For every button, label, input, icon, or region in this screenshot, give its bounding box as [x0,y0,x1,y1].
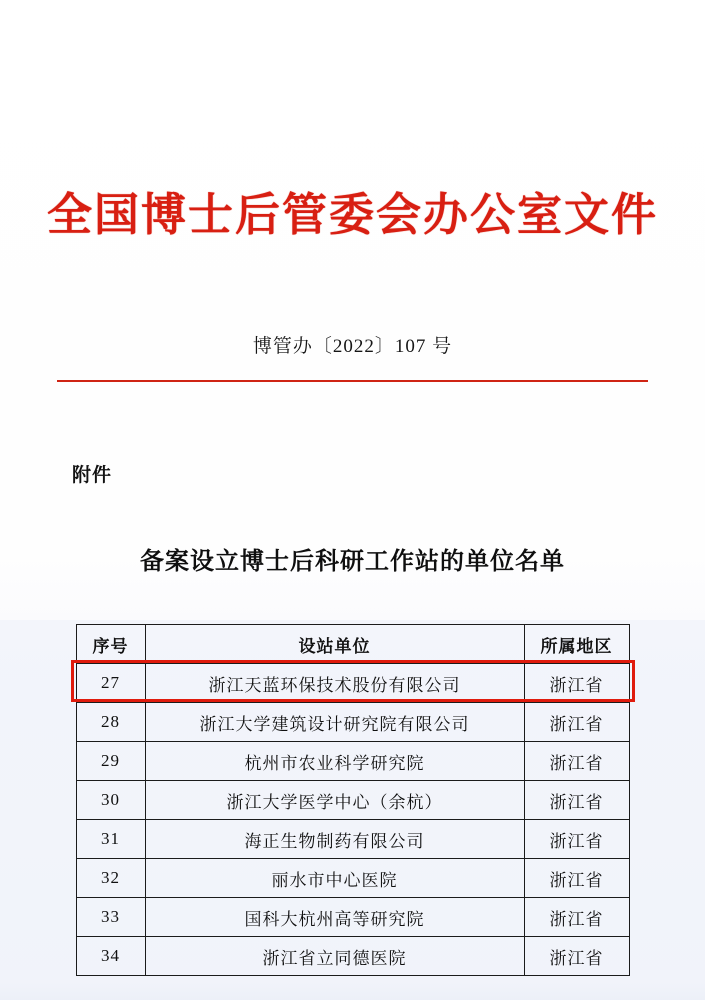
row-no: 32 [76,859,145,898]
row-no: 28 [76,703,145,742]
row-no: 33 [76,898,145,937]
row-no: 34 [76,937,145,976]
attachment-label: 附件 [72,465,113,486]
row-unit: 浙江省立同德医院 [145,937,524,976]
document-title: 全国博士后管委会办公室文件 [46,189,658,240]
unit-table-body [76,664,629,976]
row-region: 浙江省 [524,664,629,703]
row-unit: 浙江大学医学中心（余杭） [145,781,524,820]
row-region: 浙江省 [524,859,629,898]
row-no: 31 [76,820,145,859]
row-unit: 丽水市中心医院 [145,859,524,898]
row-no: 27 [76,664,145,703]
table-row [76,742,629,781]
table-header-no: 序号 [76,625,145,664]
row-region: 浙江省 [524,781,629,820]
table-row [76,781,629,820]
row-region: 浙江省 [524,742,629,781]
table-header-row [76,625,629,664]
row-unit: 浙江天蓝环保技术股份有限公司 [145,664,524,703]
row-region: 浙江省 [524,898,629,937]
row-no: 30 [76,781,145,820]
row-region: 浙江省 [524,703,629,742]
row-unit: 杭州市农业科学研究院 [145,742,524,781]
row-region: 浙江省 [524,820,629,859]
table-header-unit: 设站单位 [145,625,524,664]
row-unit: 浙江大学建筑设计研究院有限公司 [145,703,524,742]
table-header-region: 所属地区 [524,625,629,664]
row-no: 29 [76,742,145,781]
table-row [76,664,629,703]
row-unit: 国科大杭州高等研究院 [145,898,524,937]
document-number: 博管办〔2022〕107 号 [252,336,453,357]
table-row [76,937,629,976]
red-divider-rule [57,380,648,382]
row-region: 浙江省 [524,937,629,976]
row-unit: 海正生物制药有限公司 [145,820,524,859]
table-row [76,898,629,937]
table-row [76,703,629,742]
table-row [76,820,629,859]
list-title: 备案设立博士后科研工作站的单位名单 [140,549,565,575]
table-row [76,859,629,898]
unit-table [76,624,630,976]
page-bottom-shadow [0,982,705,1000]
unit-table-wrapper [76,624,630,976]
